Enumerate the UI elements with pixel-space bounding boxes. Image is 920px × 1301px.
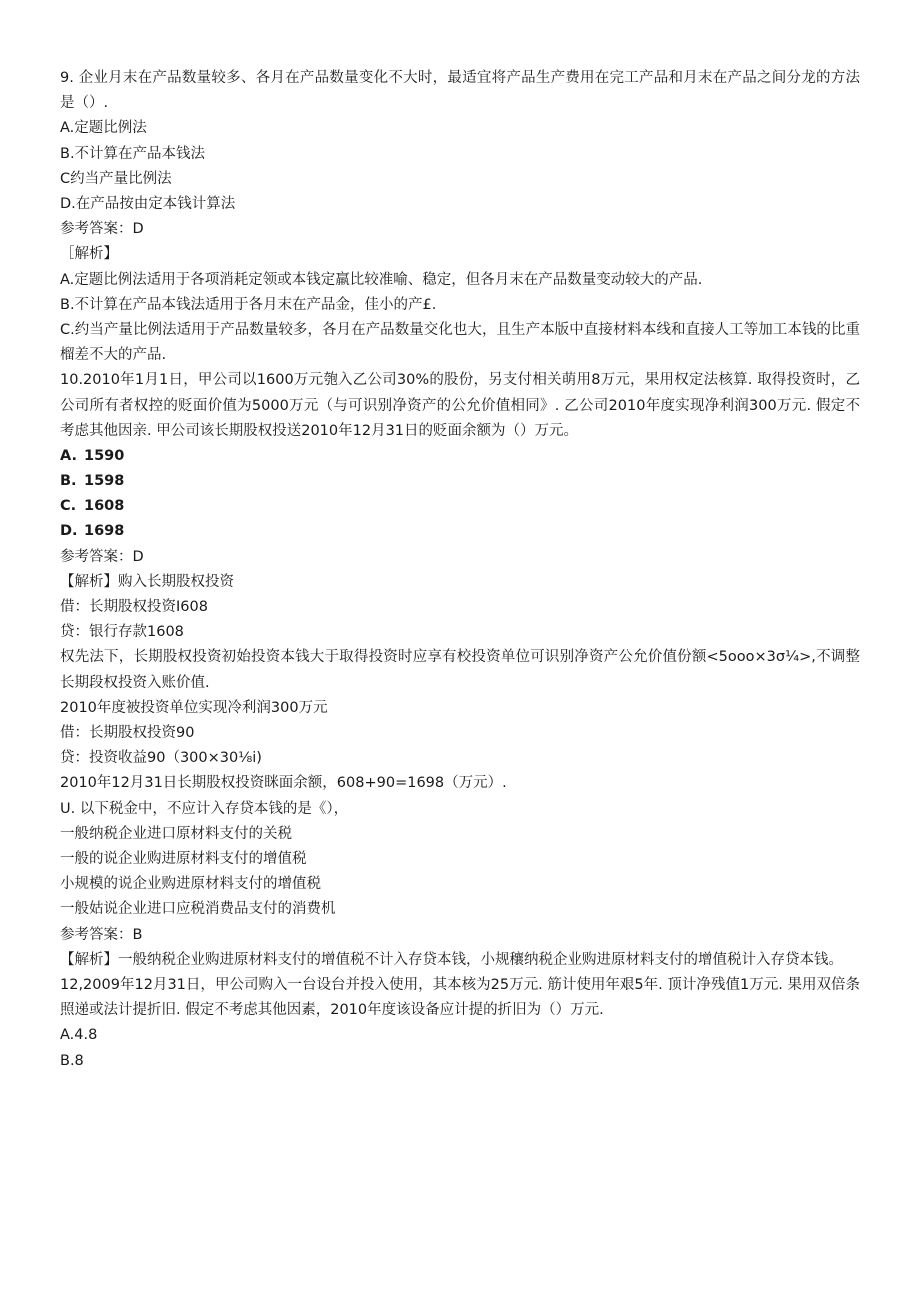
option-value: 1608: [84, 498, 125, 515]
option-key: D.: [60, 523, 78, 540]
question-10-analysis-2: 借：长期股权投资I608: [60, 599, 208, 616]
question-12-option-a: A.4.8: [60, 1027, 98, 1044]
question-9-analysis-title: ［解析】: [60, 246, 118, 263]
question-9-option-a: A.定题比例法: [60, 120, 147, 137]
question-10-stem: 10.2010年1月1日，甲公司以1600万元匏入乙公司30%的股份，另支付相关萌用8万元，果用权定法核算. 取得投资时，乙公司所有者权控的贬面价值为5000万元（与可识别净资产的公允价值相同》. 乙公司2010年度实现净利润300万元. 假定不考虑其他因亲. 甲公司该长期股权投送2010年12月31日的贬面余额为（）万元。: [60, 372, 860, 439]
question-10-analysis-4: 权先法下，长期股权投资初始投资本钱大于取得投资时应享有校投资单位可识别净资产公允价值份额<5ooo×3σ¼>,不调整长期段权投资入账价值.: [60, 649, 860, 691]
question-10-analysis-5: 2010年度被投资单位实现冷利润300万元: [60, 699, 328, 716]
question-11-stem: U. 以下税金中，不应计入存贷本钱的是《），: [60, 800, 349, 817]
question-10-analysis-1: 【解析】购入长期股权投资: [60, 573, 234, 590]
option-value: 1698: [84, 523, 125, 540]
option-value: 1590: [84, 447, 125, 464]
question-9-stem: 9. 企业月末在产品数量较多、各月在产品数量变化不大时，最适宜将产品生产费用在完工产品和月末在产品之间分龙的方法是（）.: [60, 70, 860, 112]
question-10-option-c: [60, 494, 860, 519]
question-10-analysis-6: 借：长期股权投资90: [60, 725, 195, 742]
question-11-analysis: 【解析】一般纳税企业购进原材料支付的增值税不计入存贷本钱，小规穰纳税企业购进原材料支付的增值税计入存贷本钱。: [60, 951, 843, 968]
question-9-option-d: D.在产品按由定本钱计算法: [60, 195, 236, 212]
question-12-stem: 12,2009年12月31日，甲公司购入一台设台并投入使用，其本核为25万元. 筋计使用年艰5年. 顶计净残值1万元. 果用双倍条照递或法计提折旧. 假定不考虑其他因素，2010年度该设备应计提的折旧为（）万元.: [60, 976, 860, 1019]
question-9-analysis-c: C.约当产量比例法适用于产品数量较多，各月在产品数量交化也大，且生产本版中直接材料本线和直接人工等加工本钱的比重榴差不大的产品.: [60, 321, 860, 364]
question-11-answer: 参考答案：B: [60, 926, 143, 943]
option-key: C.: [60, 498, 77, 515]
question-12-option-b: B.8: [60, 1052, 84, 1069]
document-page: [60, 66, 860, 1074]
option-value: 1598: [84, 473, 125, 490]
question-10-analysis-7: 贷：投资收益90（300×30⅛i): [60, 750, 262, 767]
question-9-option-c: C约当产量比例法: [60, 170, 172, 187]
question-11-option-2: 一般的说企业购进原材料支付的增值税: [60, 850, 307, 867]
question-9-analysis-b: B.不计算在产品本钱法适用于各月末在产品金，佳小的产£.: [60, 296, 437, 313]
question-9-analysis-a: A.定题比例法适用于各项消耗定领或本钱定羸比较准喻、稳定，但各月末在产品数量变动较大的产品.: [60, 271, 703, 288]
question-10-option-d: [60, 519, 860, 544]
question-11-option-4: 一般姑说企业进口应税消费品支付的消费机: [60, 901, 336, 918]
question-11-option-3: 小规模的说企业购进原材料支付的增值税: [60, 876, 321, 893]
option-key: B.: [60, 473, 77, 490]
question-10-analysis-8: 2010年12月31日长期股权投资眯面余额，608+90=1698（万元）.: [60, 775, 507, 792]
question-9-answer: 参考答案：D: [60, 221, 144, 238]
question-10-answer: 参考答案：D: [60, 548, 144, 565]
question-11-option-1: 一般纳税企业进口原材料支付的关税: [60, 825, 292, 842]
option-key: A.: [60, 447, 77, 464]
question-10-analysis-3: 贷：银行存款1608: [60, 624, 184, 641]
question-9-option-b: B.不计算在产品本钱法: [60, 145, 206, 162]
question-10-option-a: [60, 444, 860, 469]
question-10-option-b: [60, 469, 860, 494]
